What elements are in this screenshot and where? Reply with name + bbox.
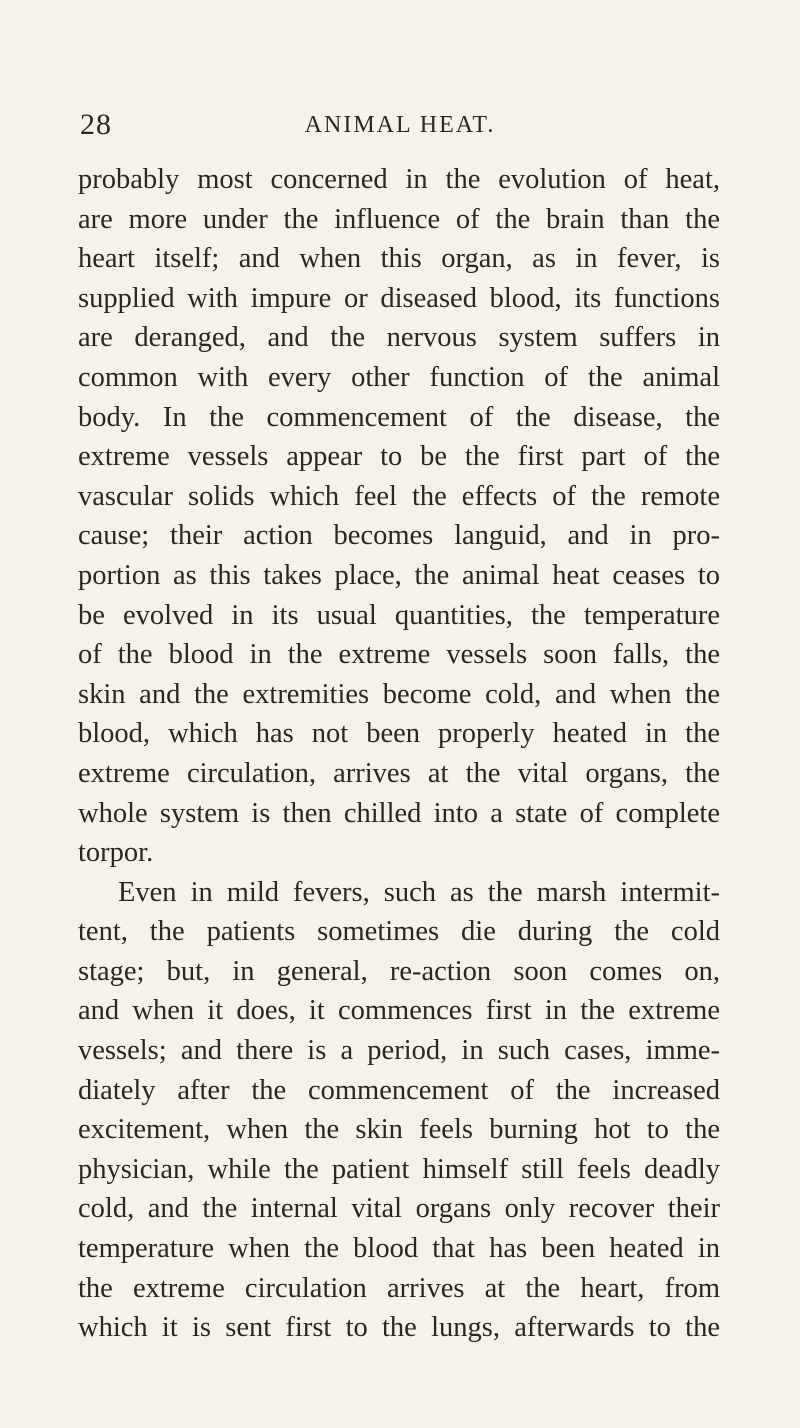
text-line: excitement, when the skin feels burning hot to the [78,1114,720,1146]
paragraph-2 [78,873,720,1348]
text-line: portion as this takes place, the animal heat ceases to [78,559,720,591]
paragraph-1 [78,160,720,873]
text-line: extreme circulation, arrives at the vital organs, the [78,757,720,789]
page-header [0,108,800,148]
text-line: diately after the commencement of the increased [78,1074,720,1106]
running-title: ANIMAL HEAT. [304,112,496,138]
text-line: cause; their action becomes languid, and in pro- [78,520,720,552]
text-line: blood, which has not been properly heated in the [78,718,720,750]
text-line: heart itself; and when this organ, as in fever, is [78,243,720,275]
text-line: extreme vessels appear to be the first part of the [78,441,720,473]
text-line: vessels; and there is a period, in such cases, imme- [78,1035,720,1067]
text-line: are more under the influence of the brain than the [78,203,720,235]
text-line: stage; but, in general, re-action soon comes on, [78,955,720,987]
text-line: body. In the commencement of the disease, the [78,401,720,433]
text-line: are deranged, and the nervous system suffers in [78,322,720,354]
text-line: whole system is then chilled into a state of complete [78,797,720,829]
text-line: Even in mild fevers, such as the marsh intermit- [118,876,720,908]
text-line: probably most concerned in the evolution of heat, [78,164,720,195]
body-text [78,160,720,1348]
text-line: torpor. [78,837,154,869]
text-line: of the blood in the extreme vessels soon falls, the [78,639,720,671]
text-line: physician, while the patient himself still feels deadly [78,1153,720,1185]
text-line: cold, and the internal vital organs only recover their [78,1193,720,1225]
text-line: vascular solids which feel the effects of the remote [78,480,720,512]
text-line: temperature when the blood that has been heated in [78,1233,720,1265]
text-line: common with every other function of the animal [78,361,720,393]
text-line: and when it does, it commences first in the extreme [78,995,720,1027]
text-line: which it is sent first to the lungs, afterwards to the [78,1312,720,1344]
text-line: tent, the patients sometimes die during the cold [78,916,720,948]
text-line: the extreme circulation arrives at the heart, from [78,1272,720,1304]
text-line: supplied with impure or diseased blood, its functions [78,282,720,314]
text-line: skin and the extremities become cold, and when the [78,678,720,710]
text-line: be evolved in its usual quantities, the temperature [78,599,720,631]
page-number: 28 [80,108,112,141]
